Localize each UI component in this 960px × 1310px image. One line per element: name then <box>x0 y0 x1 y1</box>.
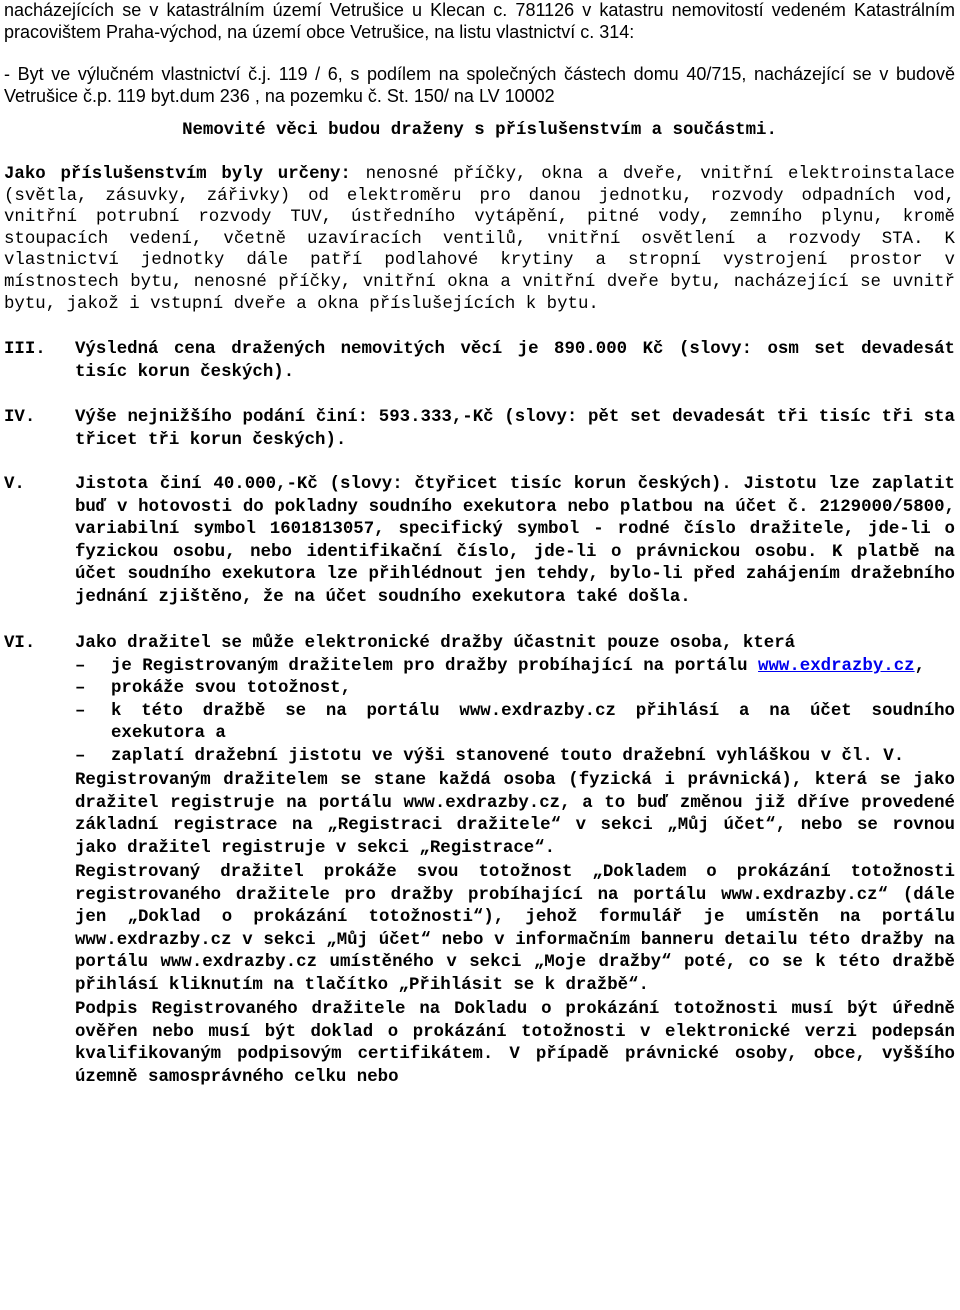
list-item <box>75 656 955 679</box>
section-vi <box>4 633 955 1089</box>
list-item <box>75 746 955 769</box>
accessories-heading: Nemovité věci budou draženy s příslušenstvím a součástmi. <box>182 121 777 141</box>
list-item-text: je Registrovaným dražitelem pro dražby probíhající na portálu <box>111 656 759 676</box>
section-number: VI. <box>4 634 36 654</box>
section-text: Jistota činí 40.000,-Kč (slovy: čtyřicet tisíc korun českých). Jistotu lze zaplatit buď v hotovosti do pokladny soudního exekutora nebo platbou na účet č. 2129000/5800, variabilní symbol 1601813057, specifický symbol - rodné číslo dražitele, jde-li o fyzickou osobu, nebo identifikační číslo, jde-li o právnickou osobu. K platbě na účet soudního exekutora lze přihlédnout jen tehdy, bylo-li před zahájením dražebního jednání zjištěno, že na účet soudního exekutora také došla. <box>75 475 955 607</box>
dash-bullet: – <box>75 701 86 721</box>
intro-block <box>4 0 955 107</box>
accessories-text: nenosné příčky, okna a dveře, vnitřní elektroinstalace (světla, zásuvky, zářivky) od elektroměru pro danou jednotku, rozvody odpadních vod, vnitřní potrubní rozvody TUV, ústředního vytápění, pitné vody, zemního plynu, kromě stoupacích vedení, včetně uzavíracích ventilů, vnitřní osvětlení a rozvody STA. K vlastnictví jednotky dále patří podlahové krytiny a stropní vystrojení prostor v místnostech bytu, nenosné příčky, vnitřní okna a vnitřní dveře bytu, nacházející se uvnitř bytu, jakož i vstupní dveře a okna příslušejících k bytu. <box>4 164 955 314</box>
section-v <box>4 474 955 609</box>
dash-bullet: – <box>75 746 86 766</box>
section-text: Výsledná cena dražených nemovitých věcí je 890.000 Kč (slovy: osm set devadesát tisíc korun českých). <box>75 340 955 382</box>
section-text: Výše nejnižšího podání činí: 593.333,-Kč (slovy: pět set devadesát tři tisíc tři sta třicet tři korun českých). <box>75 408 955 450</box>
accessories-paragraph <box>4 164 955 315</box>
document-page <box>4 0 955 1089</box>
section-iii <box>4 339 955 384</box>
section-number: III. <box>4 340 46 360</box>
accessories-lead: Jako příslušenstvím byly určeny: <box>4 164 351 184</box>
dash-bullet: – <box>75 656 86 676</box>
section-number: V. <box>4 475 25 495</box>
section-iv <box>4 407 955 452</box>
section-lead: Jako dražitel se může elektronické dražby účastnit pouze osoba, která <box>75 634 796 654</box>
dash-bullet: – <box>75 679 86 699</box>
list-item-text: zaplatí dražební jistotu ve výši stanovené touto dražební vyhláškou v čl. V. <box>111 746 905 766</box>
signature-paragraph: Podpis Registrovaného dražitele na Dokladu o prokázání totožnosti musí být úředně ověřen nebo musí být doklad o prokázání totožnosti v elektronické verzi podepsán kvalifikovaným podpisovým certifikátem. V případě právnické osoby, obce, vyššího územně samosprávného celku nebo <box>75 1000 955 1087</box>
list-item <box>75 678 955 701</box>
intro-unit-paragraph: - Byt ve výlučném vlastnictví č.j. 119 / 6, s podílem na společných částech domu 40/715, nacházející se v budově Vetrušice č.p. 119 byt.dum 236 , na pozemku č. St. 150/ na LV 10002 <box>4 64 955 106</box>
exdrazby-link[interactable]: www.exdrazby.cz <box>758 656 915 676</box>
list-item-text: prokáže svou totožnost, <box>111 679 352 699</box>
intro-location-paragraph: nacházejících se v katastrálním území Vetrušice u Klecan c. 781126 v katastru nemovitostí vedeném Katastrálním pracovištem Praha-východ, na území obce Vetrušice, na listu vlastnictví c. 314: <box>4 0 955 42</box>
identity-paragraph: Registrovaný dražitel prokáže svou totožnost „Dokladem o prokázání totožnosti registrovaného dražitele pro dražby probíhající na portálu www.exdrazby.cz“ (dále jen „Doklad o prokázání totožnosti“), jehož formulář je umístěn na portálu www.exdrazby.cz v sekci „Můj účet“ nebo v informačním banneru detailu této dražby na portálu www.exdrazby.cz umístěného v sekci „Moje dražby“ poté, co se k této dražbě přihlásí kliknutím na tlačítko „Přihlásit se k dražbě“. <box>75 863 955 995</box>
list-item-punct: , <box>914 656 926 676</box>
list-item <box>75 701 955 746</box>
list-item-text: k této dražbě se na portálu www.exdrazby.cz přihlásí a na účet soudního exekutora a <box>111 701 955 744</box>
registration-paragraph: Registrovaným dražitelem se stane každá osoba (fyzická i právnická), která se jako dražitel registruje na portálu www.exdrazby.cz, a to buď změnou již dříve provedené základní registrace na „Registraci dražitele“ v sekci „Můj účet“, nebo se rovnou jako dražitel registruje v sekci „Registrace“. <box>75 771 955 858</box>
section-number: IV. <box>4 408 36 428</box>
